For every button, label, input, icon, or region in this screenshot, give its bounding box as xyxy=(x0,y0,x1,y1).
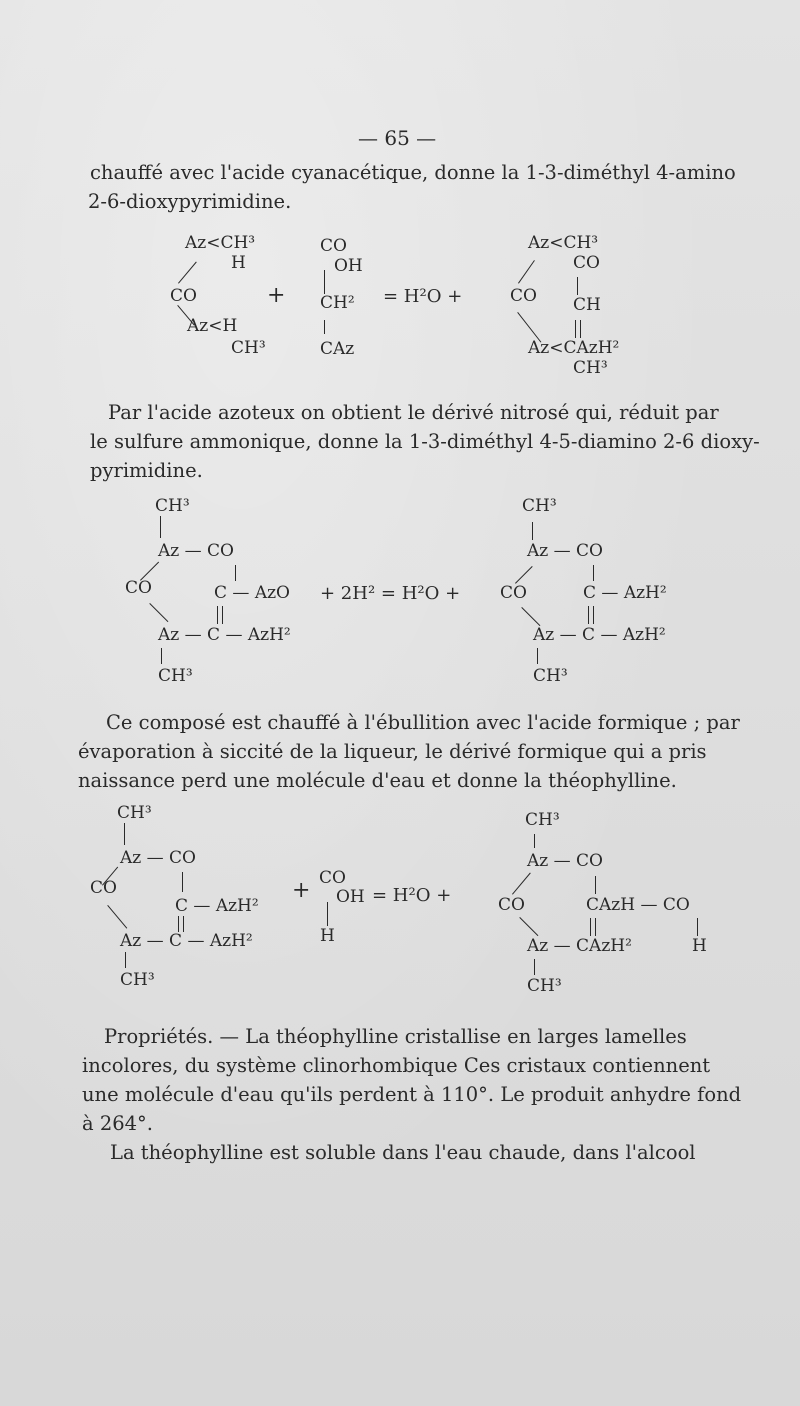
text-line: le sulfure ammonique, donne la 1-3-diméthyl 4-5-diamino 2-6 dioxy- xyxy=(90,430,760,453)
bond-line xyxy=(217,606,218,624)
bond-line xyxy=(178,262,197,284)
paragraph-formic xyxy=(78,708,740,795)
formula-text: CO xyxy=(510,286,537,306)
formula-text: CH³ xyxy=(573,358,608,378)
formula-text: H xyxy=(320,926,335,946)
paragraph-solubility xyxy=(110,1138,720,1167)
formula-text: CAzH — CO xyxy=(586,895,690,915)
bond-line xyxy=(593,565,594,581)
plus-sign: + xyxy=(292,878,311,903)
bond-line xyxy=(577,277,578,295)
bond-line xyxy=(519,917,538,936)
formula-text: CO xyxy=(170,286,197,306)
formula-text: CH³ xyxy=(533,666,568,686)
formula-text: CH³ xyxy=(120,970,155,990)
formula-text: Az — C — AzH² xyxy=(533,625,666,645)
formula-text: CO xyxy=(319,868,346,888)
formula-text: Az<CH³ xyxy=(528,233,599,253)
formula-text: CH³ xyxy=(522,496,557,516)
bond-line xyxy=(518,260,535,284)
plus-sign: + xyxy=(267,283,286,308)
formula-text: C — AzH² xyxy=(175,896,259,916)
formula-text: Az — C — AzH² xyxy=(158,625,291,645)
page-number: — 65 — xyxy=(358,126,437,150)
text-line: naissance perd une molécule d'eau et donne la théophylline. xyxy=(78,769,677,792)
bond-line xyxy=(324,320,325,334)
formula-text: CH xyxy=(573,295,601,315)
bond-line xyxy=(222,606,223,624)
formula-text: Az — C — AzH² xyxy=(120,931,253,951)
text-line: chauffé avec l'acide cyanacétique, donne la 1-3-diméthyl 4-amino xyxy=(90,161,736,184)
formula-text: + 2H² = H²O + xyxy=(320,583,461,604)
text-line: évaporation à siccité de la liqueur, le dérivé formique qui a pris xyxy=(78,740,707,763)
bond-line xyxy=(532,522,533,540)
text-line: Par l'acide azoteux on obtient le dérivé nitrosé qui, réduit par xyxy=(108,401,719,424)
formula-text: CO xyxy=(498,895,525,915)
formula-text: OH xyxy=(336,887,365,907)
formula-text: CH³ xyxy=(155,496,190,516)
paragraph-nitrous xyxy=(90,398,760,485)
formula-text: C — AzO xyxy=(214,583,290,603)
text-line: incolores, du système clinorhombique Ces cristaux contiennent xyxy=(82,1054,711,1077)
formula-text: CH³ xyxy=(117,803,152,823)
formula-text: Az — CO xyxy=(158,541,234,561)
bond-line xyxy=(590,918,591,936)
bond-line xyxy=(534,959,535,975)
bond-line xyxy=(521,607,540,626)
bond-line xyxy=(697,918,698,936)
bond-line xyxy=(160,516,161,538)
formula-text: Az<CAzH² xyxy=(528,338,620,358)
formula-text: Az — CO xyxy=(120,848,196,868)
bond-line xyxy=(327,902,328,926)
bond-line xyxy=(593,606,594,624)
text-line: La théophylline est soluble dans l'eau chaude, dans l'alcool xyxy=(110,1141,696,1164)
bond-line xyxy=(534,834,535,848)
bond-line xyxy=(124,823,125,845)
formula-text: Az<CH³ xyxy=(185,233,256,253)
formula-text: CO xyxy=(500,583,527,603)
bond-line xyxy=(235,565,236,581)
paragraph-properties xyxy=(82,1022,742,1138)
bond-line xyxy=(161,648,162,664)
formula-text: CAz xyxy=(320,339,355,359)
formula-text: CH³ xyxy=(525,810,560,830)
formula-text: = H²O + xyxy=(383,286,463,307)
bond-line xyxy=(595,876,596,894)
formula-text: Az<H xyxy=(187,316,238,336)
formula-text: C — AzH² xyxy=(583,583,667,603)
formula-text: CO xyxy=(90,878,117,898)
bond-line xyxy=(183,916,184,932)
bond-line xyxy=(537,648,538,664)
formula-text: Az — CAzH² xyxy=(527,936,632,956)
text-line: une molécule d'eau qu'ils perdent à 110°. Le produit anhydre fond xyxy=(82,1083,742,1106)
formula-text: Az — CO xyxy=(527,851,603,871)
bond-line xyxy=(182,872,183,892)
formula-text: CH² xyxy=(320,293,355,313)
bond-line xyxy=(580,320,581,338)
formula-text: CH³ xyxy=(158,666,193,686)
bond-line xyxy=(575,320,576,338)
formula-text: CH³ xyxy=(231,338,266,358)
text-line: 2-6-dioxypyrimidine. xyxy=(88,190,292,213)
formula-text: Az — CO xyxy=(527,541,603,561)
text-line: à 264°. xyxy=(82,1112,153,1135)
formula-text: CO xyxy=(573,253,600,273)
bond-line xyxy=(149,603,168,622)
paragraph-intro xyxy=(88,158,736,216)
formula-text: CO xyxy=(320,236,347,256)
formula-text: CO xyxy=(125,578,152,598)
text-line: Propriétés. — La théophylline cristallise en larges lamelles xyxy=(104,1025,687,1048)
formula-text: H xyxy=(692,936,707,956)
bond-line xyxy=(515,566,533,584)
text-line: Ce composé est chauffé à l'ébullition avec l'acide formique ; par xyxy=(106,711,740,734)
formula-text: CH³ xyxy=(527,976,562,996)
bond-line xyxy=(324,270,325,294)
bond-line xyxy=(125,952,126,968)
bond-line xyxy=(107,905,127,929)
formula-text: OH xyxy=(334,256,363,276)
formula-text: H xyxy=(231,253,246,273)
formula-text: = H²O + xyxy=(372,885,452,906)
bond-line xyxy=(588,606,589,624)
bond-line xyxy=(595,918,596,936)
text-line: pyrimidine. xyxy=(90,459,203,482)
bond-line xyxy=(512,873,531,895)
bond-line xyxy=(178,916,179,932)
